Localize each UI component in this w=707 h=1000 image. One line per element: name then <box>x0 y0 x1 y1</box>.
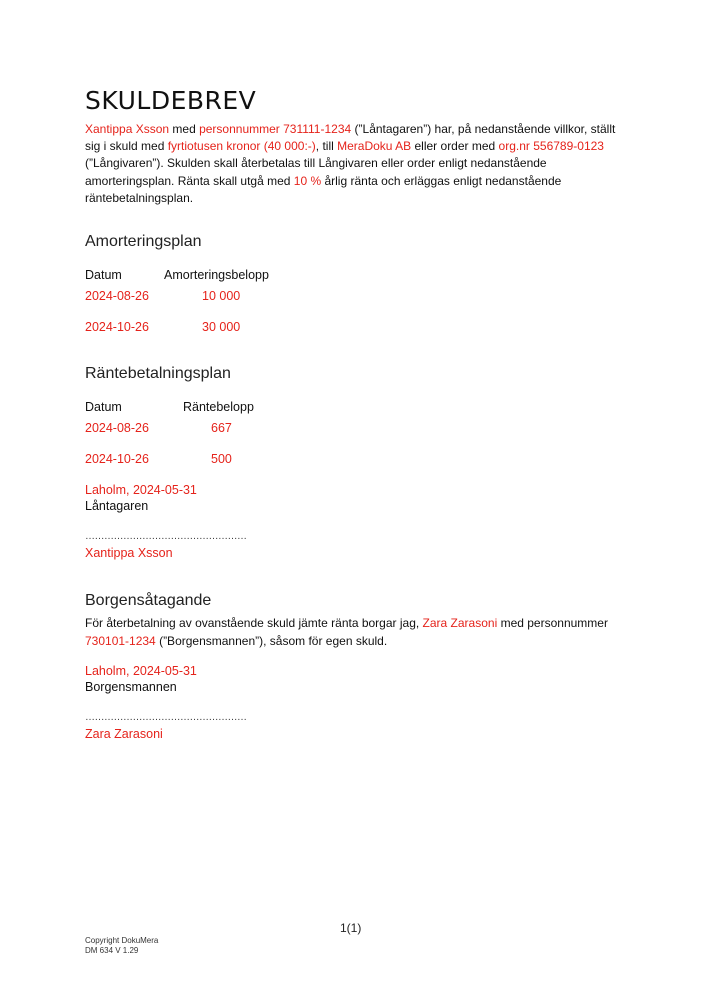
interest-col-amount: Räntebelopp <box>183 400 254 414</box>
intro-text: med <box>169 122 200 136</box>
lender-name: MeraDoku AB <box>337 139 412 154</box>
document-title: SKULDEBREV <box>85 86 257 115</box>
amortization-row-date: 2024-10-26 <box>85 320 149 334</box>
borrower-signature-line: …………………………………………… <box>85 531 247 542</box>
guarantee-text: med personnummer <box>497 616 608 630</box>
interest-row-date: 2024-10-26 <box>85 452 149 466</box>
intro-text: (”Långivaren”). Skulden skall återbetalas till Långivaren eller order enligt nedanstående amorteringsplan. Ränta skall utgå med <box>85 156 547 188</box>
intro-text: årlig ränta och erläggas enligt nedanstående räntebetalningsplan. <box>85 173 562 205</box>
amortization-col-amount: Amorteringsbelopp <box>164 268 269 282</box>
interest-col-date: Datum <box>85 400 122 414</box>
amortization-row-amount: 10 000 <box>202 289 241 303</box>
amortization-row-date: 2024-08-26 <box>85 289 149 303</box>
guarantor-role: Borgensmannen <box>85 680 177 694</box>
borrower-personnummer: personnummer 731111-1234 <box>199 122 352 136</box>
guarantor-place-date: Laholm, 2024-05-31 <box>85 664 197 678</box>
guarantor-name: Zara Zarasoni <box>422 616 498 630</box>
guarantor-personnummer: 730101-1234 <box>85 633 156 648</box>
guarantee-text: För återbetalning av ovanstående skuld jämte ränta borgar jag, <box>85 616 423 630</box>
guarantee-text: (”Borgensmannen”), såsom för egen skuld. <box>155 633 388 648</box>
amortization-col-date: Datum <box>85 268 122 282</box>
guarantee-heading: Borgensåtagande <box>85 592 212 609</box>
borrower-name: Xantippa Xsson <box>85 122 170 136</box>
guarantor-signature-line: …………………………………………… <box>85 712 247 723</box>
loan-amount: fyrtiotusen kronor (40 000:-) <box>167 139 316 154</box>
lender-orgnr: org.nr 556789-0123 <box>498 139 604 154</box>
interest-row-amount: 500 <box>211 452 232 466</box>
amortization-heading: Amorteringsplan <box>85 233 202 250</box>
intro-text: (”Låntagaren”) har, på nedanstående villkor, ställt sig i skuld med <box>85 122 616 154</box>
borrower-place-date: Laholm, 2024-05-31 <box>85 483 197 497</box>
page-number: 1(1) <box>340 921 362 935</box>
borrower-role: Låntagaren <box>85 499 149 513</box>
intro-text: eller order med <box>411 139 499 154</box>
footer-doc-id: DM 634 V 1.29 <box>85 946 139 955</box>
footer <box>85 936 158 956</box>
interest-row-date: 2024-08-26 <box>85 421 149 435</box>
guarantee-paragraph <box>85 615 625 650</box>
guarantor-signature-name: Zara Zarasoni <box>85 727 163 741</box>
intro-text: , till <box>315 139 338 154</box>
footer-copyright: Copyright DokuMera <box>85 936 159 945</box>
interest-rate: 10 % <box>293 173 322 188</box>
intro-paragraph <box>85 121 620 207</box>
interest-row-amount: 667 <box>211 421 232 435</box>
amortization-row-amount: 30 000 <box>202 320 241 334</box>
borrower-signature-name: Xantippa Xsson <box>85 546 173 560</box>
interest-heading: Räntebetalningsplan <box>85 365 231 382</box>
